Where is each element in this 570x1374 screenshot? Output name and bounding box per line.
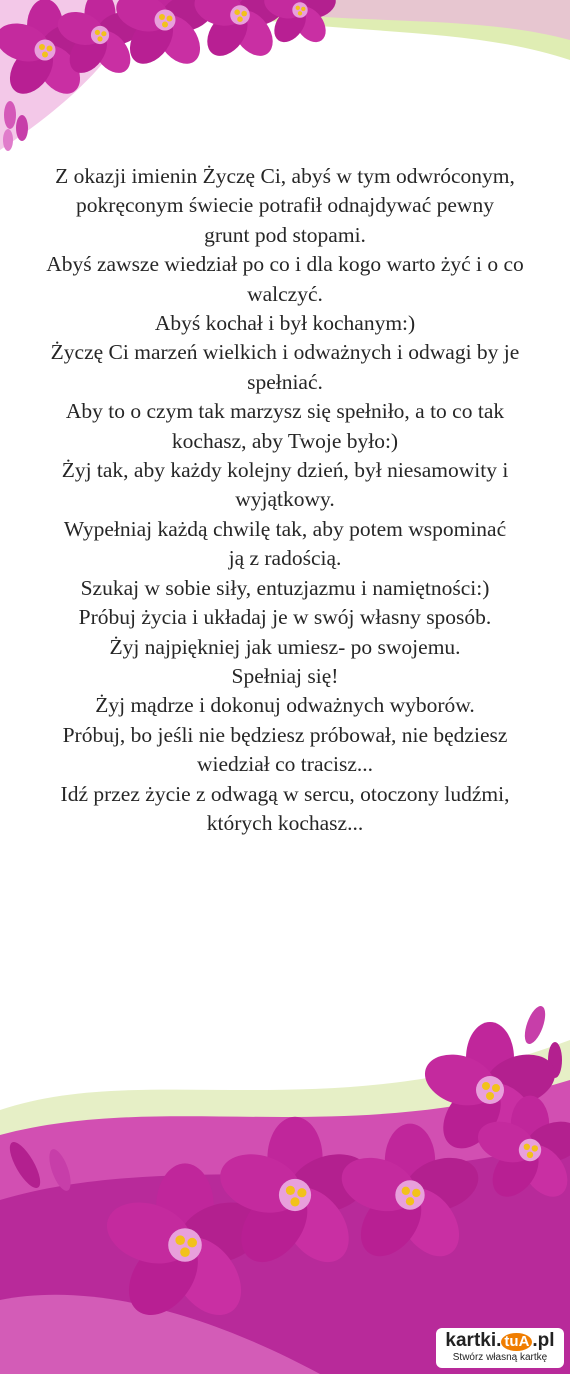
top-lilac-decoration xyxy=(0,0,570,160)
message-line: wiedział co tracisz... xyxy=(196,752,374,777)
message-line: których kochasz... xyxy=(206,810,364,835)
message-line: Żyj mądrze i dokonuj odważnych wyborów. xyxy=(95,693,475,718)
greeting-message xyxy=(20,162,550,838)
message-line: Życzę Ci marzeń wielkich i odważnych i odwagi by je xyxy=(50,340,520,365)
message-line: Idź przez życie z odwagą w sercu, otoczony ludźmi, xyxy=(60,781,510,806)
message-line: Spełniaj się! xyxy=(231,663,339,688)
message-line: walczyć. xyxy=(247,281,323,306)
brand-name xyxy=(436,1330,564,1352)
message-line: Z okazji imienin Życzę Ci, abyś w tym odwróconym, xyxy=(55,164,515,188)
brand-tagline: Stwórz własną kartkę xyxy=(452,1352,548,1363)
message-line: spełniać. xyxy=(247,369,323,394)
brand-badge: tuA xyxy=(501,1333,532,1351)
message-line: grunt pod stopami. xyxy=(204,222,366,247)
message-line: Aby to o czym tak marzysz się spełniło, a to co tak xyxy=(65,399,505,424)
brand-logo[interactable] xyxy=(436,1328,564,1368)
message-line: wyjątkowy. xyxy=(235,487,335,512)
message-line: ją z radością. xyxy=(228,546,342,571)
message-line: Wypełniaj każdą chwilę tak, aby potem wspominać xyxy=(63,516,507,541)
brand-name-suffix: .pl xyxy=(532,1330,555,1351)
message-line: Szukaj w sobie siły, entuzjazmu i namiętności:) xyxy=(80,575,490,600)
bottom-lilac-decoration xyxy=(0,1000,570,1374)
message-line: Próbuj życia i układaj je w swój własny sposób. xyxy=(78,605,492,630)
message-line: Żyj tak, aby każdy kolejny dzień, był niesamowity i xyxy=(61,458,509,483)
brand-name-prefix: kartki. xyxy=(445,1330,502,1351)
message-line: kochasz, aby Twoje było:) xyxy=(171,428,399,453)
message-line: Abyś kochał i był kochanym:) xyxy=(154,311,416,336)
message-line: Abyś zawsze wiedział po co i dla kogo warto żyć i o co xyxy=(46,252,524,277)
message-line: Żyj najpiękniej jak umiesz- po swojemu. xyxy=(109,634,461,659)
message-line: Próbuj, bo jeśli nie będziesz próbował, nie będziesz xyxy=(62,722,508,747)
message-line: pokręconym świecie potrafił odnajdywać pewny xyxy=(76,193,494,218)
